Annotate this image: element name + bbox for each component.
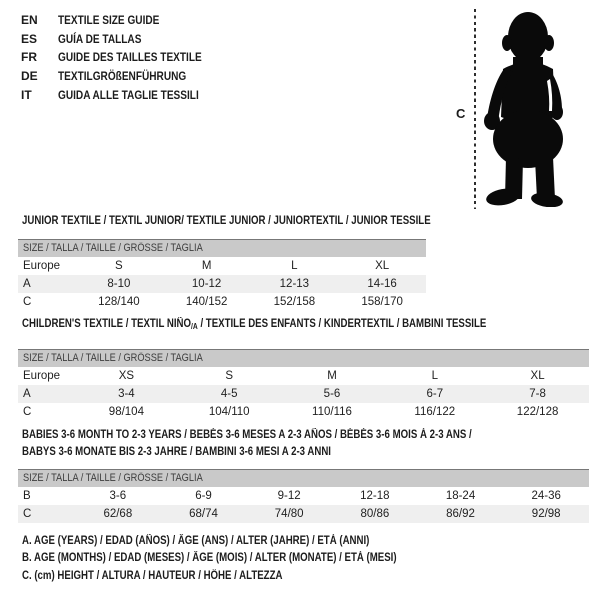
height-cell: 86/92	[446, 508, 475, 520]
height-cell: 80/86	[360, 508, 390, 520]
age-cell: 4-5	[220, 388, 238, 400]
row-label: C	[23, 508, 32, 520]
babies-title-line1-text: BABIES 3-6 MONTH TO 2-3 YEARS / BEBÉS 3-6 MESES A 2-3 AÑOS / BÉBÉS 3-6 MOIS À 2-3 ANS /	[22, 429, 472, 441]
babies-size-table	[18, 469, 589, 523]
height-cell: 128/140	[98, 296, 140, 308]
size-header-text: SIZE / TALLA / TAILLE / GRÖSSE / TAGLIA	[23, 472, 203, 484]
height-measure-line	[474, 9, 476, 209]
size-header-bar	[18, 349, 589, 367]
size-header-text: SIZE / TALLA / TAILLE / GRÖSSE / TAGLIA	[23, 352, 203, 364]
language-code: IT	[21, 87, 32, 102]
height-marker-label: C	[456, 106, 466, 121]
size-cell: S	[225, 370, 234, 382]
months-cell: 6-9	[195, 490, 212, 502]
age-cell: 6-7	[426, 388, 444, 400]
row-label: A	[23, 388, 31, 400]
table-row-height	[18, 293, 426, 311]
babies-textile-section	[18, 427, 589, 523]
legend-text-c: C. (cm) HEIGHT / ALTURA / HAUTEUR / HÖHE / ALTEZZA	[22, 569, 283, 582]
babies-table-title	[18, 427, 589, 461]
title-subscript: /A	[191, 322, 198, 331]
size-cell: XL	[530, 370, 545, 382]
legend-line-a	[22, 533, 468, 550]
table-row-age	[18, 275, 426, 293]
language-row	[21, 11, 229, 30]
height-cell: 152/158	[273, 296, 316, 308]
age-cell: 7-8	[529, 388, 546, 400]
height-cell: 62/68	[103, 508, 133, 520]
height-cell: 92/98	[531, 508, 561, 520]
legend-line-b	[22, 550, 468, 567]
age-cell: 3-4	[118, 388, 135, 400]
language-label: GUIDE DES TAILLES TEXTILE	[58, 50, 202, 65]
table-row-height	[18, 403, 589, 421]
height-cell: 68/74	[189, 508, 218, 520]
title-post: / TEXTILE DES ENFANTS / KINDERTEXTIL / BAMBINI TESSILE	[197, 318, 487, 330]
size-cell: M	[327, 370, 337, 382]
height-figure	[455, 6, 597, 212]
age-cell: 12-13	[279, 278, 310, 290]
size-cell: XL	[375, 260, 390, 272]
table-row-age	[18, 385, 589, 403]
children-size-table	[18, 349, 589, 421]
row-label: B	[23, 490, 31, 502]
children-table-title	[18, 318, 589, 333]
age-cell: 5-6	[323, 388, 341, 400]
size-cell: L	[291, 260, 298, 272]
language-label: GUÍA DE TALLAS	[58, 31, 142, 46]
legend-line-c	[22, 568, 468, 585]
children-textile-section	[18, 318, 589, 421]
baby-silhouette-icon	[483, 7, 579, 207]
height-cell: 158/170	[361, 296, 403, 308]
language-list	[21, 11, 229, 104]
months-cell: 12-18	[360, 490, 390, 502]
babies-title-line2	[18, 444, 589, 461]
junior-table-title	[18, 215, 431, 228]
size-cell: XS	[118, 370, 135, 382]
language-label: TEXTILE SIZE GUIDE	[58, 13, 160, 28]
height-cell: 74/80	[274, 508, 304, 520]
babies-title-line2-text: BABYS 3-6 MONATE BIS 2-3 JAHRE / BAMBINI 3-6 MESI A 2-3 ANNI	[22, 446, 331, 458]
age-cell: 8-10	[107, 278, 131, 290]
size-cell: S	[115, 260, 123, 272]
language-row	[21, 30, 229, 49]
height-cell: 140/152	[185, 296, 228, 308]
table-row-europe	[18, 257, 426, 275]
language-code: DE	[21, 69, 38, 84]
children-table-title-text	[22, 318, 486, 333]
junior-size-table	[18, 239, 426, 311]
language-row	[21, 48, 229, 67]
months-cell: 9-12	[277, 490, 301, 502]
language-label: GUIDA ALLE TAGLIE TESSILI	[58, 87, 199, 102]
height-cell: 104/110	[208, 406, 250, 418]
months-cell: 3-6	[109, 490, 127, 502]
row-label: Europe	[23, 370, 61, 382]
height-cell: 110/116	[312, 406, 352, 418]
legend	[18, 533, 468, 585]
size-header-bar	[18, 469, 589, 487]
junior-table-title-text: JUNIOR TEXTILE / TEXTIL JUNIOR/ TEXTILE JUNIOR / JUNIORTEXTIL / JUNIOR TESSILE	[22, 215, 431, 227]
age-cell: 14-16	[367, 278, 397, 290]
legend-text-a: A. AGE (YEARS) / EDAD (AÑOS) / ÂGE (ANS) / ALTER (JAHRE) / ETÀ (ANNI)	[22, 535, 370, 547]
language-row	[21, 67, 229, 86]
row-label: C	[23, 406, 32, 418]
language-row	[21, 85, 229, 104]
legend-text-b: B. AGE (MONTHS) / EDAD (MESES) / ÂGE (MOIS) / ALTER (MONATE) / ETÀ (MESI)	[22, 552, 397, 565]
months-cell: 18-24	[445, 490, 476, 502]
height-cell: 116/122	[414, 406, 456, 418]
table-row-months	[18, 487, 589, 505]
title-pre: CHILDREN'S TEXTILE / TEXTIL NIÑO	[22, 318, 192, 330]
size-header-bar	[18, 239, 426, 257]
language-label: TEXTILGRÖßENFÜHRUNG	[58, 69, 187, 84]
months-cell: 24-36	[531, 490, 561, 502]
row-label: C	[23, 296, 32, 308]
babies-title-line1	[18, 427, 589, 444]
size-cell: M	[201, 260, 212, 272]
table-row-height	[18, 505, 589, 523]
table-row-europe	[18, 367, 589, 385]
row-label: Europe	[23, 260, 61, 272]
height-cell: 122/128	[516, 406, 559, 418]
age-cell: 10-12	[191, 278, 222, 290]
size-header-text: SIZE / TALLA / TAILLE / GRÖSSE / TAGLIA	[23, 242, 203, 254]
size-cell: L	[431, 370, 438, 382]
language-code: FR	[21, 50, 37, 65]
row-label: A	[23, 278, 31, 290]
height-cell: 98/104	[108, 406, 144, 418]
language-code: ES	[21, 31, 38, 46]
language-code: EN	[21, 13, 38, 28]
junior-textile-section	[18, 215, 431, 311]
